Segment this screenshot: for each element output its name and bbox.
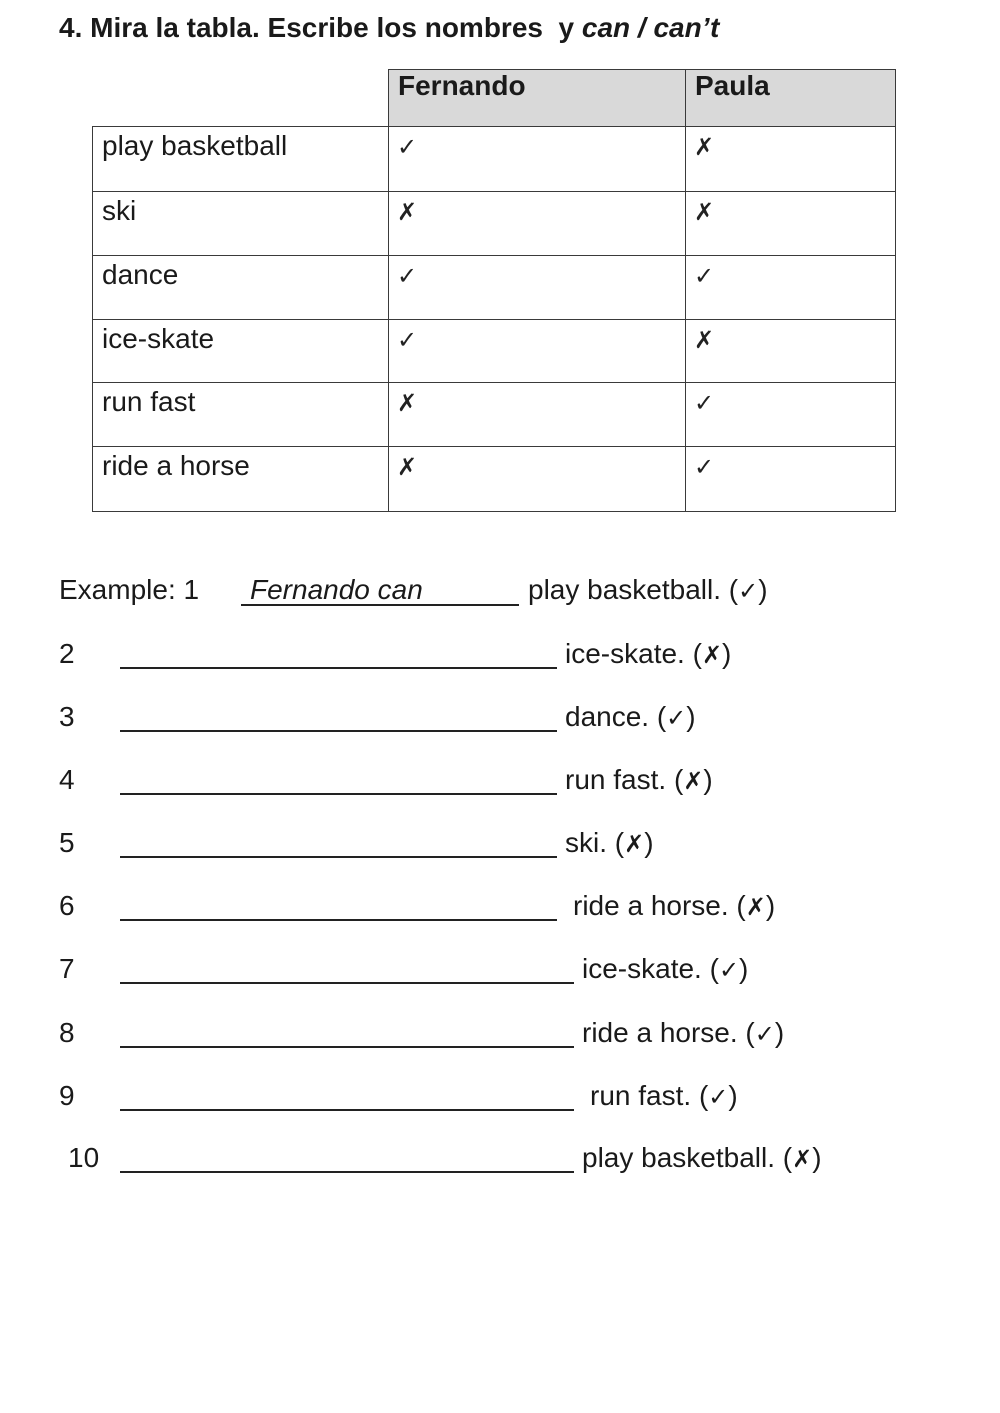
cross-mark-icon: ✗ [624,830,645,858]
sentence-text: play basketball. ( [528,574,739,605]
sentence-close: ) [812,1142,822,1173]
exercise-sentence [582,953,748,985]
activity-label: play basketball [102,130,288,161]
cross-mark-icon: ✗ [792,1145,813,1173]
activity-label: ski [102,195,137,226]
sentence-close: ) [765,890,776,921]
cross-mark-icon: ✗ [694,133,715,161]
exercise-sentence [582,1142,822,1174]
example-answer-line [241,604,519,606]
cross-mark-icon: ✗ [397,453,418,481]
answer-blank[interactable] [120,1046,574,1048]
table-row-activity [92,126,389,192]
sentence-close: ) [728,1080,738,1111]
exercise-sentence [565,638,731,670]
check-mark-icon: ✓ [666,704,687,732]
sentence-close: ) [644,827,654,858]
table-cell-paula [685,255,896,320]
sentence-text: run fast. ( [565,764,684,795]
check-mark-icon: ✓ [694,262,715,290]
answer-blank[interactable] [120,982,574,984]
table-cell-paula [685,319,896,383]
table-row-activity [92,382,389,447]
column-header-fernando [388,69,686,127]
exercise-number: 5 [59,827,75,858]
exercise-number: 2 [59,638,75,669]
cross-mark-icon: ✗ [701,641,723,669]
exercise-number: 6 [59,890,75,921]
check-mark-icon: ✓ [738,577,759,605]
heading-text: 4. Mira la tabla. Escribe los nombres y [59,12,582,43]
example-answer: Fernando can [250,574,423,605]
sentence-text: ice-skate. ( [565,638,702,669]
check-mark-icon: ✓ [718,956,740,984]
cross-mark-icon: ✗ [694,198,715,226]
check-mark-icon: ✓ [397,262,418,290]
check-mark-icon: ✓ [694,389,715,417]
sentence-text: ski. ( [565,827,625,858]
exercise-number: 10 [68,1142,100,1173]
exercise-number: 7 [59,953,75,984]
activity-label: ride a horse [102,450,250,481]
table-row-activity [92,319,389,383]
table-cell-fernando [388,319,686,383]
answer-blank[interactable] [120,919,557,921]
sentence-close: ) [758,574,768,605]
sentence-close: ) [686,701,696,732]
sentence-close: ) [703,764,713,795]
column-header-paula [685,69,896,127]
exercise-sentence [565,764,713,796]
check-mark-icon: ✓ [754,1020,775,1048]
table-cell-fernando [388,255,686,320]
answer-blank[interactable] [120,793,557,795]
answer-blank[interactable] [120,730,557,732]
table-row-activity [92,191,389,256]
table-cell-fernando [388,446,686,512]
table-cell-paula [685,191,896,256]
table-row-activity [92,255,389,320]
exercise-sentence [565,827,654,859]
sentence-close: ) [774,1017,785,1048]
table-cell-paula [685,446,896,512]
sentence-text: dance. ( [565,701,667,732]
heading-italic-text: can / can’t [581,12,720,43]
column-header-label: Paula [695,70,770,101]
exercise-sentence [565,701,696,733]
check-mark-icon: ✓ [708,1083,729,1111]
sentence-text: ride a horse. ( [573,890,746,921]
answer-blank[interactable] [120,1171,574,1173]
sentence-text: ice-skate. ( [582,953,719,984]
sentence-close: ) [739,953,749,984]
sentence-text: play basketball. ( [582,1142,793,1173]
table-cell-paula [685,126,896,192]
check-mark-icon: ✓ [397,133,418,161]
exercise-sentence [573,890,775,922]
check-mark-icon: ✓ [397,326,418,354]
cross-mark-icon: ✗ [397,198,418,226]
example-label: Example: 1 [59,574,200,605]
activity-label: run fast [102,386,196,417]
exercise-sentence [582,1017,784,1049]
cross-mark-icon: ✗ [683,767,704,795]
answer-blank[interactable] [120,1109,574,1111]
example-sentence [528,574,768,606]
activity-label: dance [102,259,179,290]
exercise-heading [59,12,719,44]
sentence-text: ride a horse. ( [582,1017,755,1048]
cross-mark-icon: ✗ [694,326,715,354]
cross-mark-icon: ✗ [397,389,418,417]
exercise-sentence [590,1080,738,1112]
table-cell-fernando [388,126,686,192]
answer-blank[interactable] [120,856,557,858]
check-mark-icon: ✓ [694,453,715,481]
activity-label: ice-skate [102,323,215,354]
exercise-number: 3 [59,701,75,732]
table-cell-paula [685,382,896,447]
answer-blank[interactable] [120,667,557,669]
table-cell-fernando [388,191,686,256]
table-row-activity [92,446,389,512]
sentence-close: ) [722,638,732,669]
exercise-number: 4 [59,764,75,795]
cross-mark-icon: ✗ [745,893,766,921]
exercise-number: 9 [59,1080,75,1111]
column-header-label: Fernando [398,70,526,101]
exercise-number: 8 [59,1017,75,1048]
sentence-text: run fast. ( [590,1080,709,1111]
table-cell-fernando [388,382,686,447]
